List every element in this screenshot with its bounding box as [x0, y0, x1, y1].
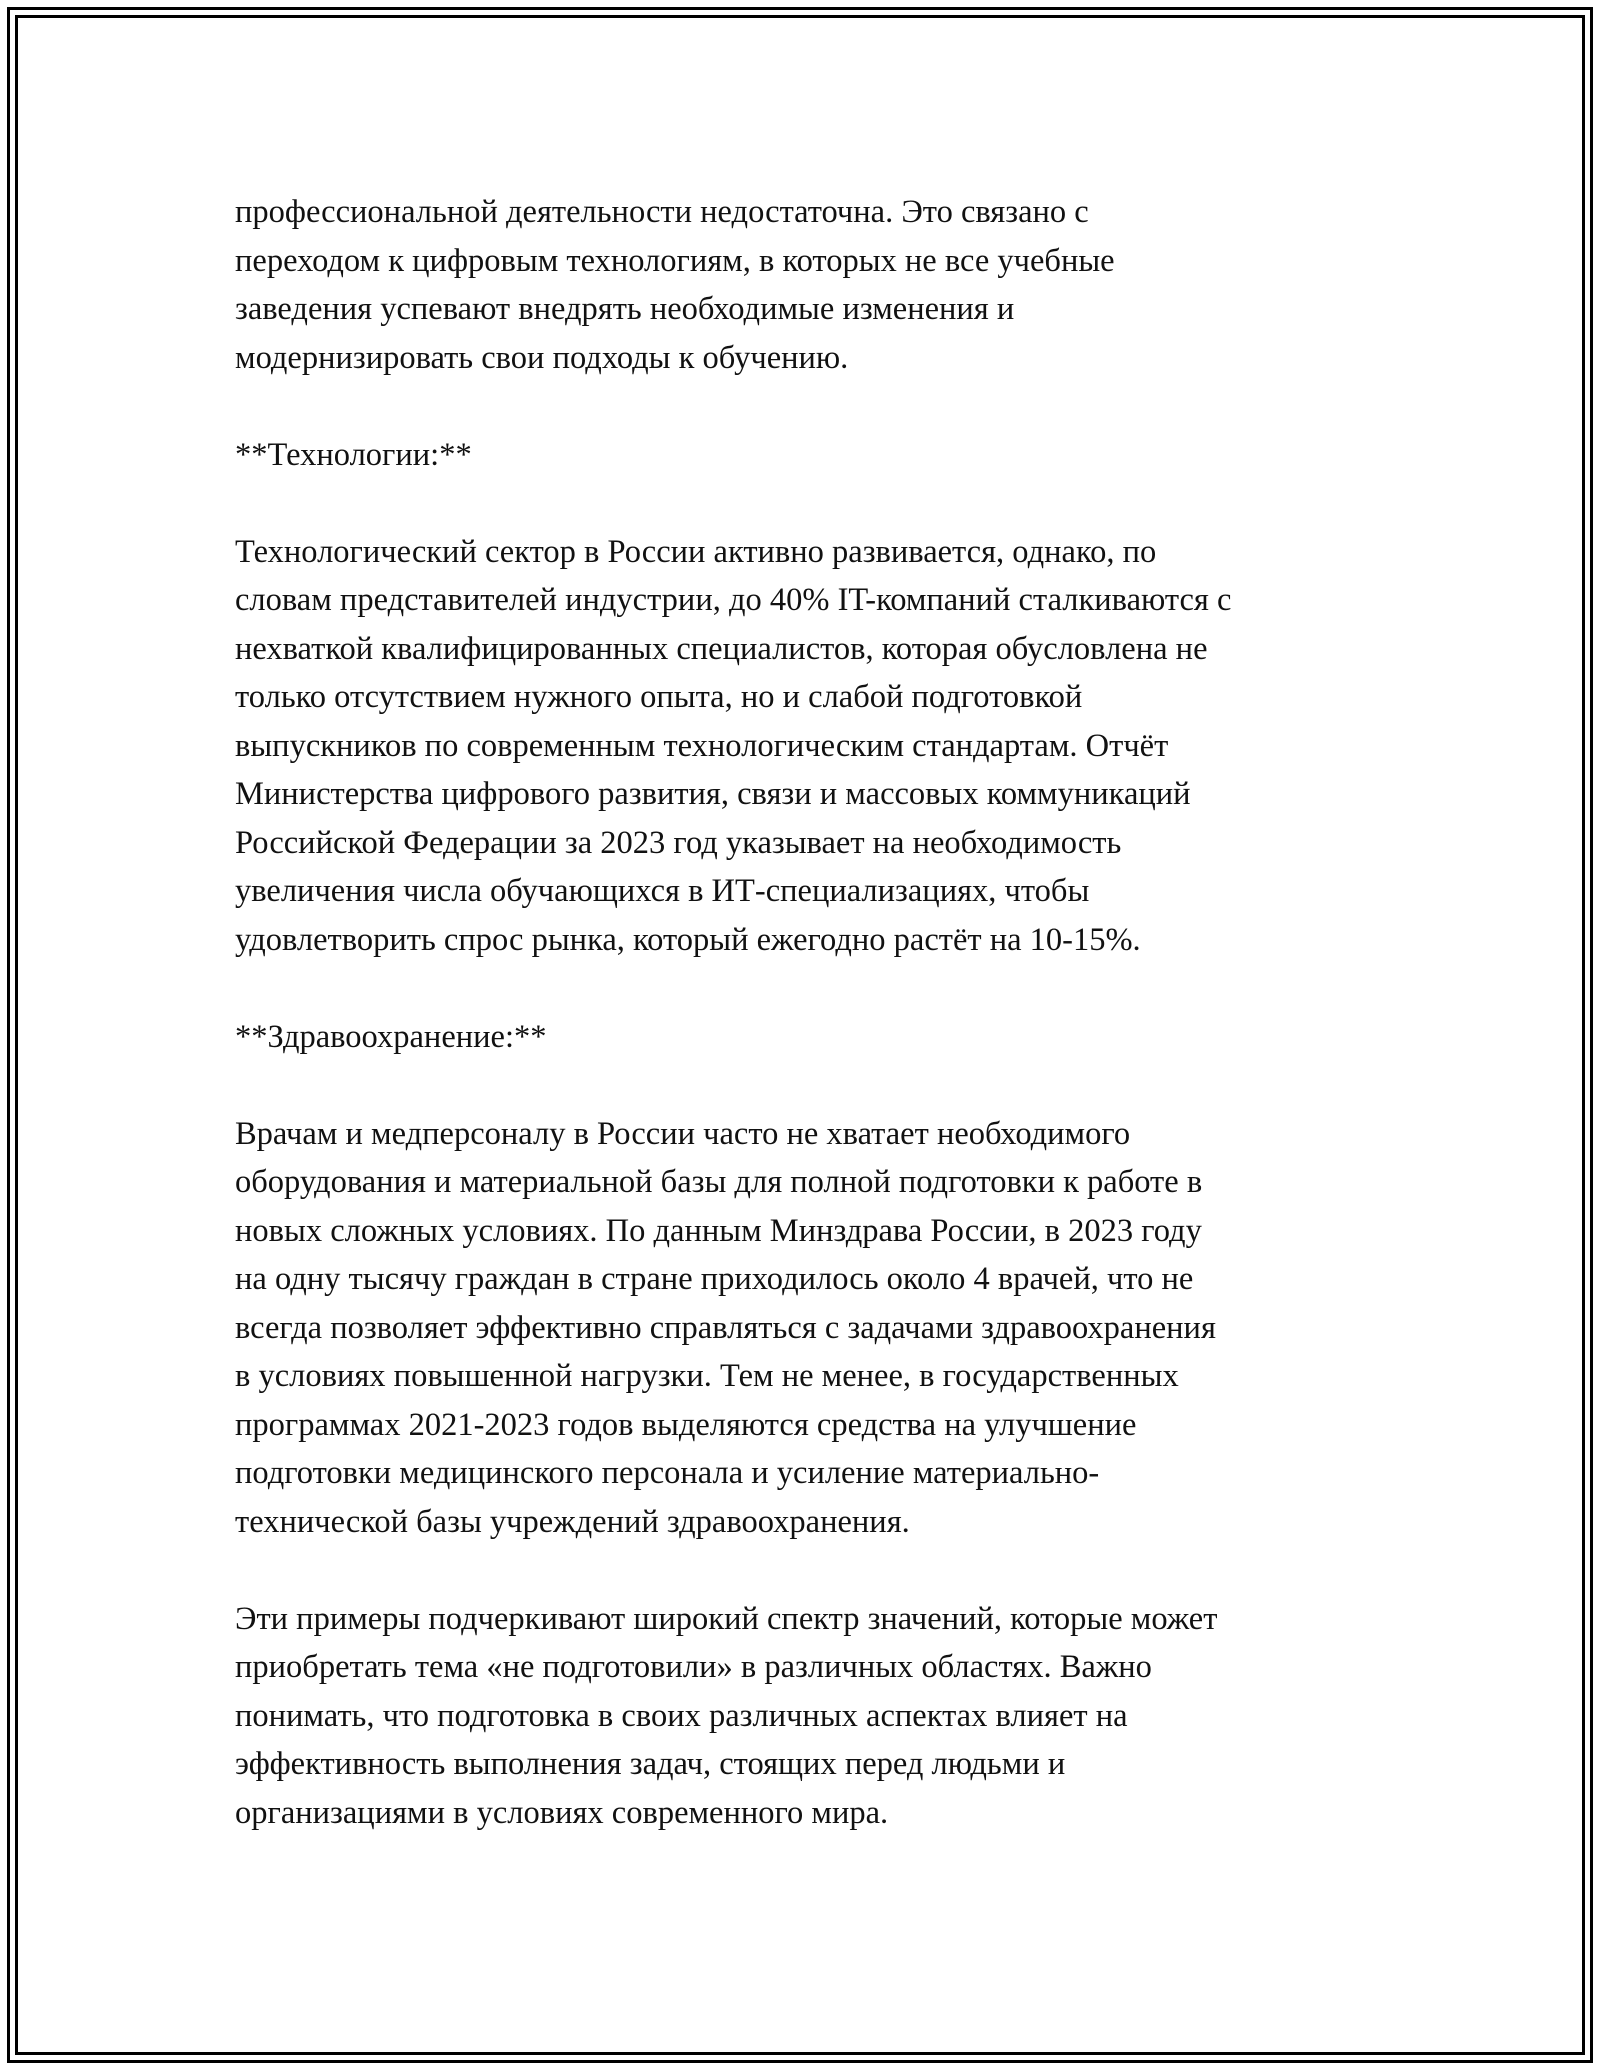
- paragraph-conclusion: [235, 1595, 1415, 1838]
- text-line: Министерства цифрового развития, связи и массовых коммуникаций: [235, 776, 1191, 812]
- text-line: только отсутствием нужного опыта, но и слабой подготовкой: [235, 679, 1083, 715]
- text-line: эффективность выполнения задач, стоящих перед людьми и: [235, 1746, 1066, 1782]
- text-line: Технологический сектор в России активно развивается, однако, по: [235, 533, 1157, 570]
- heading-healthcare: [235, 1013, 1415, 1062]
- text-line: новых сложных условиях. По данным Минздрава России, в 2023 году: [235, 1212, 1202, 1249]
- text-line: профессиональной деятельности недостаточна. Это связано с: [235, 194, 1089, 230]
- document-body: [235, 188, 1415, 1886]
- text-line: понимать, что подготовка в своих различных аспектах влияет на: [235, 1697, 1128, 1734]
- section-heading: **Технологии:**: [235, 436, 472, 473]
- text-line: словам представителей индустрии, до 40% IT-компаний сталкиваются с: [235, 582, 1232, 618]
- section-heading: **Здравоохранение:**: [235, 1018, 547, 1055]
- text-line: организациями в условиях современного мира.: [235, 1794, 889, 1831]
- text-line: технической базы учреждений здравоохранения.: [235, 1503, 910, 1540]
- paragraph-technologies: [235, 528, 1415, 965]
- text-line: оборудования и материальной базы для полной подготовки к работе в: [235, 1164, 1203, 1200]
- text-line: в условиях повышенной нагрузки. Тем не менее, в государственных: [235, 1358, 1179, 1394]
- paragraph-intro: [235, 188, 1415, 382]
- text-line: модернизировать свои подходы к обучению.: [235, 339, 849, 376]
- text-line: приобретать тема «не подготовили» в различных областях. Важно: [235, 1649, 1152, 1685]
- paragraph-healthcare: [235, 1110, 1415, 1547]
- text-line: выпускников по современным технологическим стандартам. Отчёт: [235, 727, 1169, 764]
- text-line: удовлетворить спрос рынка, который ежегодно растёт на 10-15%.: [235, 921, 1141, 958]
- text-line: всегда позволяет эффективно справляться с задачами здравоохранения: [235, 1309, 1216, 1346]
- text-line: Эти примеры подчеркивают широкий спектр значений, которые может: [235, 1600, 1218, 1637]
- text-line: на одну тысячу граждан в стране приходилось около 4 врачей, что не: [235, 1261, 1194, 1297]
- text-line: программах 2021-2023 годов выделяются средства на улучшение: [235, 1406, 1137, 1443]
- text-line: подготовки медицинского персонала и усиление материально-: [235, 1455, 1100, 1491]
- heading-technologies: [235, 431, 1415, 480]
- text-line: нехваткой квалифицированных специалистов, которая обусловлена не: [235, 630, 1208, 667]
- text-line: заведения успевают внедрять необходимые изменения и: [235, 291, 1015, 327]
- text-line: Врачам и медперсоналу в России часто не хватает необходимого: [235, 1115, 1131, 1152]
- text-line: переходом к цифровым технологиям, в которых не все учебные: [235, 242, 1115, 279]
- text-line: Российской Федерации за 2023 год указывает на необходимость: [235, 824, 1122, 861]
- text-line: увеличения числа обучающихся в ИТ-специализациях, чтобы: [235, 873, 1090, 909]
